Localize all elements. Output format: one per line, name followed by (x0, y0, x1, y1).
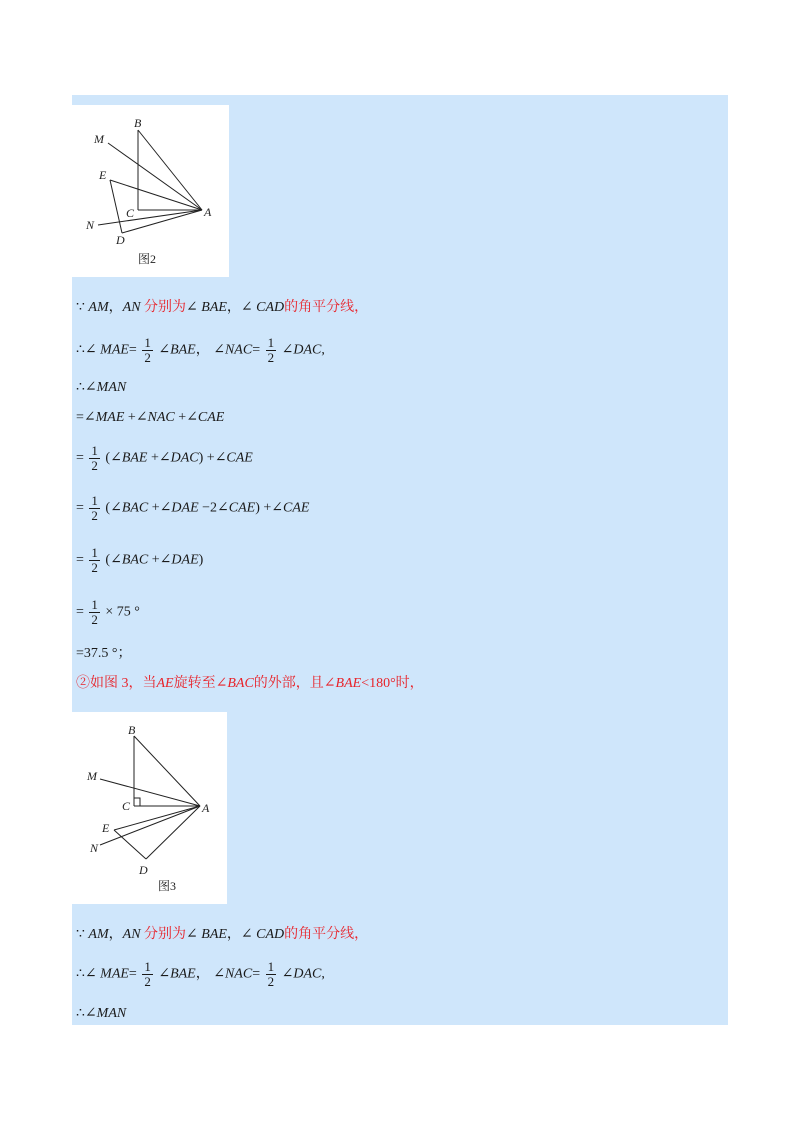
fig3-label-e: E (102, 821, 110, 835)
fig3-label-d: D (139, 863, 148, 877)
line-eq-2: = $\frac{1}{2}$ (∠BAE +∠DAC) +∠CAE (76, 443, 253, 473)
line-therefore-man-1: ∴∠MAN (76, 380, 127, 395)
figure-2-diagram (72, 105, 229, 277)
line-result: =37.5 °； (76, 646, 132, 661)
fig2-label-d: D (116, 233, 125, 247)
fig2-label-a: A (204, 205, 212, 219)
line-therefore-1: ∴∠ MAE= $\frac{1}{2}$ ∠BAE， ∠NAC= $\frac{1}{2}$ ∠DAC, (76, 335, 325, 365)
fig3-label-n: N (90, 841, 99, 855)
fig2-label-e: E (99, 168, 107, 182)
line-because-1: ∵ AM，AN 分别为∠ BAE，∠ CAD的角平分线， (76, 300, 369, 315)
line-therefore-man-2: ∴∠MAN (76, 1006, 127, 1021)
fig2-caption: 图2 (138, 252, 157, 266)
figure-3-diagram (72, 712, 227, 904)
line-therefore-2: ∴∠ MAE= $\frac{1}{2}$ ∠BAE， ∠NAC= $\frac{1}{2}$ ∠DAC, (76, 959, 325, 989)
figure-2 (72, 105, 229, 277)
line-case-2: ②如图 3，当AE旋转至∠BAC的外部，且∠BAE<180°时， (76, 676, 424, 691)
fig3-label-c: C (122, 799, 131, 813)
fig2-label-n: N (86, 218, 95, 232)
fig3-label-m: M (87, 769, 97, 783)
fig3-label-a: A (202, 801, 210, 815)
line-eq-1: =∠MAE +∠NAC +∠CAE (76, 410, 225, 425)
line-because-2: ∵ AM，AN 分别为∠ BAE，∠ CAD的角平分线， (76, 927, 369, 942)
fig2-label-c: C (126, 206, 135, 220)
line-eq-4: = $\frac{1}{2}$ (∠BAC +∠DAE) (76, 545, 204, 575)
line-eq-5: = $\frac{1}{2}$ × 75 ° (76, 597, 140, 627)
fig3-label-b: B (128, 723, 136, 737)
line-eq-3: = $\frac{1}{2}$ (∠BAC +∠DAE −2∠CAE) +∠CAE (76, 493, 310, 523)
fig3-caption: 图3 (158, 879, 177, 893)
fig2-label-m: M (94, 132, 104, 146)
fig2-label-b: B (134, 116, 142, 130)
figure-3 (72, 712, 227, 904)
